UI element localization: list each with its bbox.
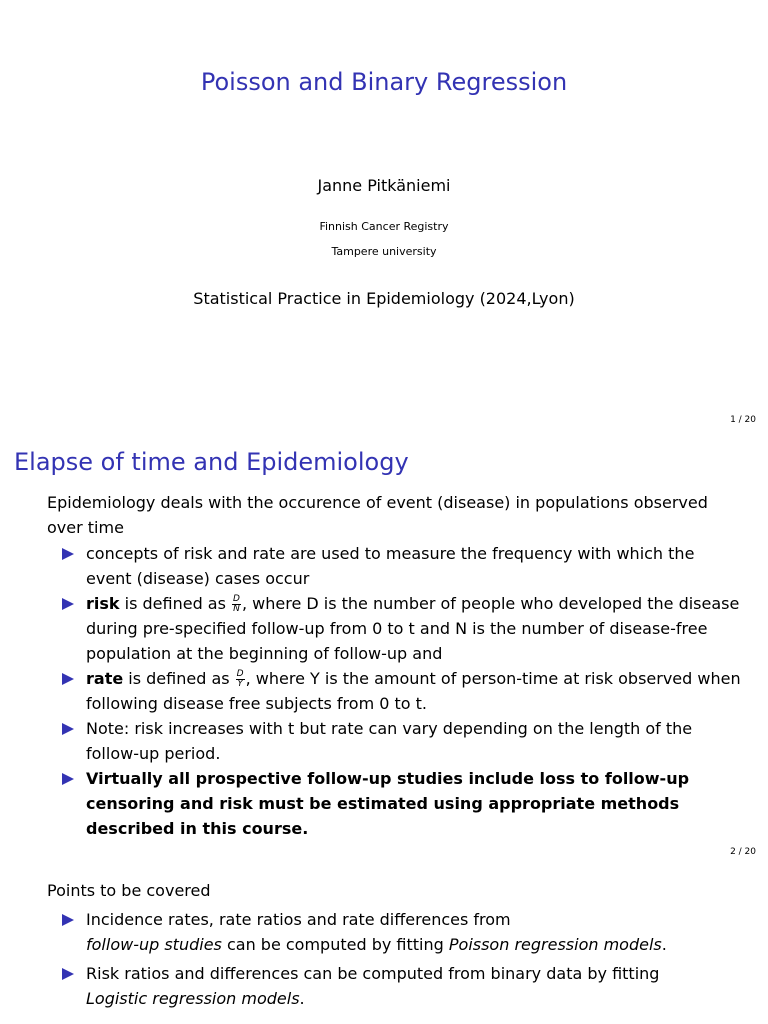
title-slide — [0, 0, 768, 430]
institute-2: Tampere university — [331, 245, 437, 258]
fraction-numerator: D — [233, 594, 240, 604]
item-text: , where D is the number of people who developed the disease during pre-specified follow-up from 0 to t and N is the number of disease-free population at the beginning of follow-up and — [86, 594, 740, 663]
list-item — [62, 961, 742, 1011]
item-text: concepts of risk and rate are used to measure the frequency with which the event (disease) cases occur — [86, 544, 695, 588]
item-text: can be computed by fitting — [221, 935, 449, 954]
intro-paragraph: Points to be covered — [47, 881, 211, 900]
author-name: Janne Pitkäniemi — [317, 176, 451, 195]
frame-title: Elapse of time and Epidemiology — [14, 448, 409, 476]
triangle-bullet-icon — [62, 773, 74, 785]
item-text-italic: Logistic regression models — [86, 989, 300, 1008]
item-text: , where Y is the amount of person-time at risk observed when following disease free subjects from 0 to t. — [86, 669, 741, 713]
fraction-numerator: D — [236, 669, 244, 679]
page-number: 2 / 20 — [730, 847, 756, 857]
item-text: . — [299, 989, 305, 1008]
item-term: risk — [86, 594, 120, 613]
item-term: rate — [86, 669, 124, 688]
triangle-bullet-icon — [62, 548, 74, 560]
item-text: Virtually all prospective follow-up studies include loss to follow-up censoring and risk must be estimated using appropriate methods described in this course. — [86, 769, 690, 838]
event-name: Statistical Practice in Epidemiology (2024,Lyon) — [193, 289, 575, 308]
fraction — [236, 670, 245, 689]
institute-1: Finnish Cancer Registry — [319, 220, 449, 233]
page-number: 1 / 20 — [730, 415, 756, 425]
triangle-bullet-icon — [62, 598, 74, 610]
item-text: . — [661, 935, 667, 954]
triangle-bullet-icon — [62, 673, 74, 685]
slide-points-to-cover — [0, 867, 768, 1024]
list-item — [62, 591, 742, 666]
list-item — [62, 907, 742, 957]
fraction-denominator: N — [233, 604, 240, 614]
item-text: Risk ratios and differences can be computed from binary data by fitting — [86, 964, 660, 983]
item-text: is defined as — [119, 594, 232, 613]
list-item — [62, 666, 742, 716]
slide-elapse-of-time — [0, 430, 768, 867]
list-item — [62, 541, 742, 591]
item-text: Incidence rates, rate ratios and rate differences from — [86, 910, 511, 929]
item-text: is defined as — [123, 669, 235, 688]
fraction-denominator: Y — [237, 679, 243, 689]
item-text: Note: risk increases with t but rate can vary depending on the length of the follow-up period. — [86, 719, 693, 763]
triangle-bullet-icon — [62, 914, 74, 926]
bullet-list — [62, 907, 742, 1011]
list-item — [62, 716, 742, 766]
item-text-italic: Poisson regression models — [448, 935, 662, 954]
triangle-bullet-icon — [62, 968, 74, 980]
fraction — [232, 595, 241, 614]
intro-paragraph: Epidemiology deals with the occurence of event (disease) in populations observed over time — [47, 493, 708, 537]
bullet-list — [62, 541, 742, 841]
item-text-italic: follow-up studies — [86, 935, 222, 954]
presentation-title: Poisson and Binary Regression — [200, 68, 568, 96]
list-item — [62, 766, 742, 841]
triangle-bullet-icon — [62, 723, 74, 735]
